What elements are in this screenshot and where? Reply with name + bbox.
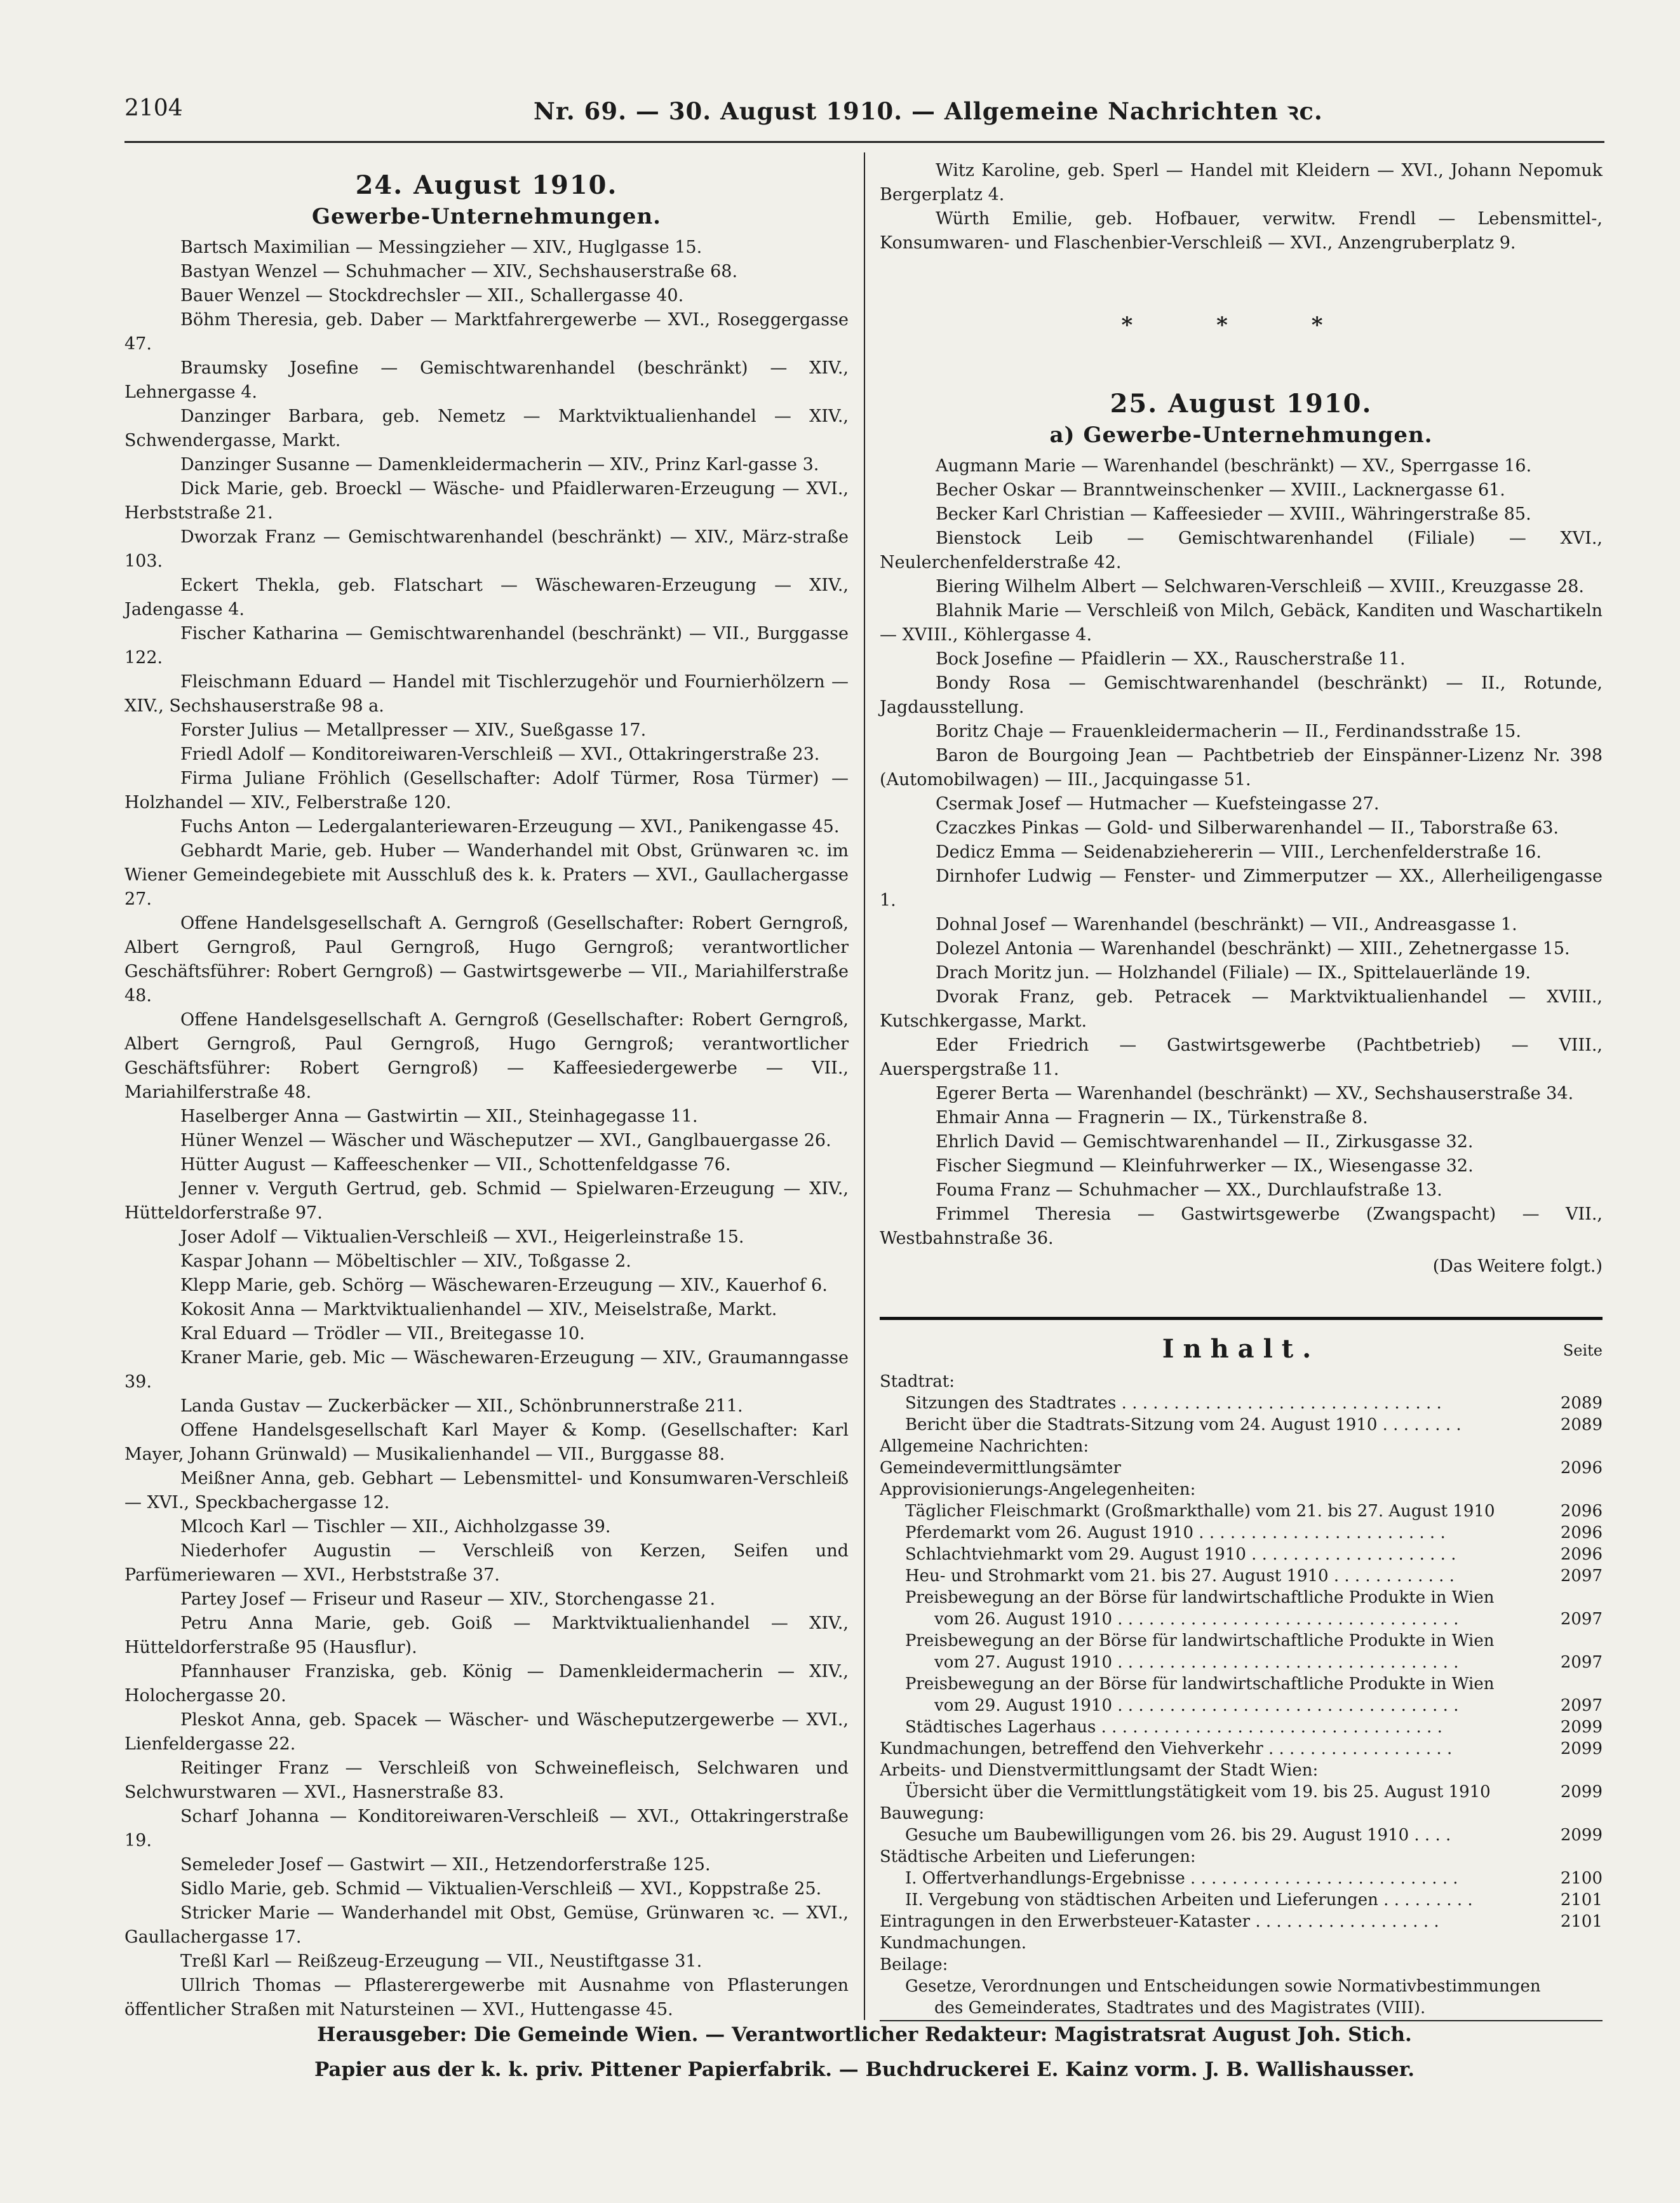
toc-row-label: Arbeits- und Dienstvermittlungsamt der Stadt Wien:: [880, 1761, 1319, 1780]
left-column: [124, 159, 849, 2022]
register-entry: Dohnal Josef — Warenhandel (beschränkt) — VII., Andreasgasse 1.: [936, 915, 1517, 934]
register-entry: Treßl Karl — Reißzeug-Erzeugung — VII., Neustiftgasse 31.: [180, 1951, 702, 1971]
register-entry: Eckert Thekla, geb. Flatschart — Wäschewaren-Erzeugung — XIV., Jadengasse 4.: [124, 576, 849, 619]
toc-row-page: 2089: [1560, 1415, 1603, 1434]
register-entry: Baron de Bourgoing Jean — Pachtbetrieb der Einspänner-Lizenz Nr. 398 (Automobilwagen) — III., Jacquingasse 51.: [880, 746, 1603, 790]
toc-row-label: Städtisches Lagerhaus . . . . . . . . . . . . . . . . . . . . . . . . . . . . . . . . .: [905, 1718, 1442, 1737]
toc-row: [880, 1846, 1603, 1868]
register-entry: Bauer Wenzel — Stockdrechsler — XII., Schallergasse 40.: [180, 286, 684, 306]
toc-row: [880, 1479, 1603, 1500]
register-entry: Forster Julius — Metallpresser — XIV., Sueßgasse 17.: [180, 720, 647, 740]
register-entry: Dolezel Antonia — Warenhandel (beschränkt) — XIII., Zehetnergasse 15.: [936, 939, 1570, 959]
register-entry: Dick Marie, geb. Broeckl — Wäsche- und Pfaidlerwaren-Erzeugung — XVI., Herbststraße 21.: [124, 479, 849, 523]
register-entry: Offene Handelsgesellschaft A. Gerngroß (Gesellschafter: Robert Gerngroß, Albert Gerngroß, Paul Gerngroß, Hugo Gerngroß; verantwortlicher Geschäftsführer: Robert Gerngroß) — Kaffeesiedergewerbe — VII., Mariahilferstraße 48.: [124, 1010, 849, 1102]
toc-row-page: 2097: [1560, 1696, 1603, 1715]
right-column: [880, 159, 1603, 2019]
register-entry: Fuchs Anton — Ledergalanteriewaren-Erzeugung — XVI., Panikengasse 45.: [180, 817, 840, 837]
section-separator-stars: * * *: [1121, 313, 1361, 338]
toc-row-page: 2099: [1560, 1782, 1603, 1802]
toc-row-page: 2099: [1560, 1739, 1603, 1758]
toc-row: [880, 1414, 1603, 1436]
register-entry: Becker Karl Christian — Kaffeesieder — XVIII., Währingerstraße 85.: [936, 504, 1531, 524]
column-divider: [864, 152, 865, 2020]
register-entry: Becher Oskar — Branntweinschenker — XVIII., Lacknergasse 61.: [936, 480, 1505, 500]
register-entry: Scharf Johanna — Konditoreiwaren-Verschleiß — XVI., Ottakringerstraße 19.: [124, 1807, 849, 1850]
toc-row-label: Preisbewegung an der Börse für landwirtschaftliche Produkte in Wien: [905, 1588, 1495, 1607]
right-top-entry-list: [880, 159, 1603, 255]
register-entry: Kaspar Johann — Möbeltischler — XIV., Toßgasse 2.: [180, 1251, 631, 1271]
toc-row: [880, 1781, 1603, 1803]
toc-row-page: [1549, 1846, 1603, 1868]
register-entry: Reitinger Franz — Verschleiß von Schweinefleisch, Selchwaren und Selchwurstwaren — XVI., Hasnerstraße 83.: [124, 1758, 849, 1802]
toc-row: [880, 1522, 1603, 1544]
register-entry: Offene Handelsgesellschaft A. Gerngroß (Gesellschafter: Robert Gerngroß, Albert Gerngroß, Paul Gerngroß, Hugo Gerngroß; verantwortlicher Geschäftsführer: Robert Gerngroß) — Gastwirtsgewerbe — VII., Mariahilferstraße 48.: [124, 913, 849, 1006]
register-entry: Ehmair Anna — Fragnerin — IX., Türkenstraße 8.: [936, 1108, 1368, 1128]
toc-row-page: [1549, 1760, 1603, 1781]
register-entry: Pleskot Anna, geb. Spacek — Wäscher- und Wäscheputzergewerbe — XVI., Lienfeldergasse 22.: [124, 1710, 849, 1754]
toc-row: [880, 1630, 1603, 1652]
section-heading-gewerbe-a: a) Gewerbe-Unternehmungen.: [1049, 422, 1433, 448]
page-number: 2104: [124, 95, 183, 121]
toc-row: [880, 1457, 1603, 1479]
register-entry: Csermak Josef — Hutmacher — Kuefsteingasse 27.: [936, 794, 1380, 814]
toc-row: [880, 1565, 1603, 1587]
register-entry: Blahnik Marie — Verschleiß von Milch, Gebäck, Kanditen und Waschartikeln — XVIII., Köhlergasse 4.: [880, 601, 1603, 645]
toc-row-label: Übersicht über die Vermittlungstätigkeit vom 19. bis 25. August 1910: [905, 1782, 1491, 1802]
toc-row: [880, 1868, 1603, 1889]
toc-row-label: Eintragungen in den Erwerbsteuer-Kataster . . . . . . . . . . . . . . . . . .: [880, 1912, 1439, 1931]
continued-note: (Das Weitere folgt.): [1432, 1256, 1603, 1276]
toc-row: [880, 1889, 1603, 1911]
toc-row-page: [1549, 1932, 1603, 1954]
register-entry: Joser Adolf — Viktualien-Verschleiß — XVI., Heigerleinstraße 15.: [180, 1227, 744, 1247]
toc-row-page: [1549, 1954, 1603, 1976]
register-entry: Ehrlich David — Gemischtwarenhandel — II., Zirkusgasse 32.: [936, 1132, 1474, 1152]
register-entry: Sidlo Marie, geb. Schmid — Viktualien-Verschleiß — XVI., Koppstraße 25.: [180, 1879, 822, 1899]
toc-row-page: 2100: [1560, 1869, 1603, 1888]
toc-row-label: Gemeindevermittlungsämter: [880, 1459, 1121, 1478]
register-entry: Bienstock Leib — Gemischtwarenhandel (Filiale) — XVI., Neulerchenfelderstraße 42.: [880, 529, 1603, 572]
toc-row-page: 2101: [1560, 1912, 1603, 1931]
toc-row: [880, 1997, 1603, 2019]
toc-row-page: 2097: [1560, 1653, 1603, 1672]
toc-row: [880, 1803, 1603, 1824]
register-entry: Biering Wilhelm Albert — Selchwaren-Verschleiß — XVIII., Kreuzgasse 28.: [936, 577, 1585, 596]
register-entry: Hüner Wenzel — Wäscher und Wäscheputzer — XVI., Ganglbauergasse 26.: [180, 1131, 831, 1150]
left-entry-list: [124, 236, 849, 2022]
register-entry: Witz Karoline, geb. Sperl — Handel mit Kleidern — XVI., Johann Nepomuk Bergerplatz 4.: [880, 161, 1603, 205]
register-entry: Eder Friedrich — Gastwirtsgewerbe (Pachtbetrieb) — VIII., Auerspergstraße 11.: [880, 1035, 1603, 1079]
register-entry: Danzinger Susanne — Damenkleidermacherin — XIV., Prinz Karl-gasse 3.: [180, 455, 819, 475]
register-entry: Bock Josefine — Pfaidlerin — XX., Rauscherstraße 11.: [936, 649, 1406, 669]
toc-row-page: [1549, 1673, 1603, 1695]
register-entry: Boritz Chaje — Frauenkleidermacherin — II., Ferdinandsstraße 15.: [936, 722, 1521, 741]
toc-row-page: [1549, 1630, 1603, 1652]
toc-row-label: Stadtrat:: [880, 1372, 955, 1391]
register-entry: Fleischmann Eduard — Handel mit Tischlerzugehör und Fournierhölzern — XIV., Sechshauserstraße 98 a.: [124, 672, 849, 716]
toc-row: [880, 1976, 1603, 1997]
register-entry: Drach Moritz jun. — Holzhandel (Filiale) — IX., Spittelauerlände 19.: [936, 963, 1531, 983]
register-entry: Offene Handelsgesellschaft Karl Mayer & Komp. (Gesellschafter: Karl Mayer, Johann Grünwald) — Musikalienhandel — VII., Burggasse 88.: [124, 1420, 849, 1464]
imprint-publisher: Herausgeber: Die Gemeinde Wien. — Verantwortlicher Redakteur: Magistratsrat August Joh. Stich.: [317, 2023, 1412, 2046]
toc-row: [880, 1911, 1603, 1932]
register-entry: Hütter August — Kaffeeschenker — VII., Schottenfeldgasse 76.: [180, 1155, 731, 1175]
header-rule: [124, 141, 1604, 143]
toc-row-page: [1549, 1803, 1603, 1824]
register-entry: Landa Gustav — Zuckerbäcker — XII., Schönbrunnerstraße 211.: [180, 1396, 743, 1416]
toc-row-label: Beilage:: [880, 1955, 948, 1974]
toc-row-label: Heu- und Strohmarkt vom 21. bis 27. August 1910 . . . . . . . . . . . .: [905, 1566, 1455, 1586]
toc-row-label: Kundmachungen.: [880, 1934, 1026, 1953]
register-entry: Dvorak Franz, geb. Petracek — Marktviktualienhandel — XVIII., Kutschkergasse, Markt.: [880, 987, 1603, 1031]
register-entry: Fischer Siegmund — Kleinfuhrwerker — IX., Wiesengasse 32.: [936, 1156, 1474, 1176]
register-entry: Dirnhofer Ludwig — Fenster- und Zimmerputzer — XX., Allerheiligengasse 1.: [880, 866, 1603, 910]
toc-row-label: Sitzungen des Stadtrates . . . . . . . . . . . . . . . . . . . . . . . . . . . . . . .: [905, 1394, 1442, 1413]
toc-row-page: [1549, 1976, 1603, 1997]
toc-row-page: [1549, 1587, 1603, 1608]
toc-row-page: [1549, 1371, 1603, 1392]
toc-row: [880, 1544, 1603, 1565]
register-entry: Pfannhauser Franziska, geb. König — Damenkleidermacherin — XIV., Holochergasse 20.: [124, 1662, 849, 1706]
toc-row: [880, 1695, 1603, 1716]
register-entry: Fischer Katharina — Gemischtwarenhandel (beschränkt) — VII., Burggasse 122.: [124, 624, 849, 668]
toc-row-label: Preisbewegung an der Börse für landwirtschaftliche Produkte in Wien: [905, 1631, 1495, 1650]
register-entry: Mlcoch Karl — Tischler — XII., Aichholzgasse 39.: [180, 1517, 611, 1537]
register-entry: Petru Anna Marie, geb. Goiß — Marktviktualienhandel — XIV., Hütteldorferstraße 95 (Hausflur).: [124, 1614, 849, 1657]
register-entry: Danzinger Barbara, geb. Nemetz — Marktviktualienhandel — XIV., Schwendergasse, Markt.: [124, 407, 849, 450]
register-entry: Firma Juliane Fröhlich (Gesellschafter: Adolf Türmer, Rosa Türmer) — Holzhandel — XIV., Felberstraße 120.: [124, 769, 849, 812]
toc-separator: [880, 1317, 1603, 1320]
register-entry: Fouma Franz — Schuhmacher — XX., Durchlaufstraße 13.: [936, 1180, 1442, 1200]
toc-row-label: II. Vergebung von städtischen Arbeiten und Lieferungen . . . . . . . . .: [905, 1890, 1473, 1910]
toc-row: [880, 1371, 1603, 1392]
toc-row-page: 2097: [1560, 1566, 1603, 1586]
toc-row-label: Gesuche um Baubewilligungen vom 26. bis 29. August 1910 . . . .: [905, 1826, 1451, 1845]
toc-row: [880, 1673, 1603, 1695]
toc-row-label: des Gemeinderates, Stadtrates und des Magistrates (VIII).: [934, 1998, 1426, 2018]
toc-row-label: Bauwegung:: [880, 1804, 984, 1823]
toc-row: [880, 1436, 1603, 1457]
toc-list: [880, 1371, 1603, 2019]
toc-row-label: Schlachtviehmarkt vom 29. August 1910 . . . . . . . . . . . . . . . . . . . .: [905, 1545, 1456, 1564]
toc-row: [880, 1608, 1603, 1630]
toc-row-page: 2097: [1560, 1610, 1603, 1629]
register-entry: Ullrich Thomas — Pflasterergewerbe mit Ausnahme von Pflasterungen öffentlicher Straßen mit Natursteinen — XVI., Huttengasse 45.: [124, 1976, 849, 2019]
toc-row: [880, 1932, 1603, 1954]
register-entry: Bondy Rosa — Gemischtwarenhandel (beschränkt) — II., Rotunde, Jagdausstellung.: [880, 673, 1603, 717]
toc-row-label: I. Offertverhandlungs-Ergebnisse . . . . . . . . . . . . . . . . . . . . . . . . . .: [905, 1869, 1458, 1888]
running-title: Nr. 69. — 30. August 1910. — Allgemeine Nachrichten ꝛc.: [534, 97, 1323, 125]
footer-rule: [880, 2020, 1603, 2021]
register-entry: Partey Josef — Friseur und Raseur — XIV., Storchengasse 21.: [180, 1589, 716, 1609]
toc-row-page: 2096: [1560, 1545, 1603, 1564]
register-entry: Semeleder Josef — Gastwirt — XII., Hetzendorferstraße 125.: [180, 1855, 711, 1875]
toc-row-label: Pferdemarkt vom 26. August 1910 . . . . . . . . . . . . . . . . . . . . . . . .: [905, 1523, 1446, 1542]
register-entry: Klepp Marie, geb. Schörg — Wäschewaren-Erzeugung — XIV., Kauerhof 6.: [180, 1276, 828, 1295]
toc-row-label: Approvisionierungs-Angelegenheiten:: [880, 1480, 1196, 1499]
toc-row-label: Gesetze, Verordnungen und Entscheidungen sowie Normativbestimmungen: [905, 1977, 1541, 1996]
register-entry: Meißner Anna, geb. Gebhart — Lebensmittel- und Konsumwaren-Verschleiß — XVI., Speckbachergasse 12.: [124, 1469, 849, 1512]
toc-row-label: vom 27. August 1910 . . . . . . . . . . . . . . . . . . . . . . . . . . . . . . . . .: [934, 1653, 1459, 1672]
toc-row: [880, 1500, 1603, 1522]
register-entry: Friedl Adolf — Konditoreiwaren-Verschleiß — XVI., Ottakringerstraße 23.: [180, 744, 820, 764]
register-entry: Bartsch Maximilian — Messingzieher — XIV., Huglgasse 15.: [180, 238, 702, 257]
right-entry-list: [880, 454, 1603, 1251]
register-entry: Dworzak Franz — Gemischtwarenhandel (beschränkt) — XIV., März-straße 103.: [124, 527, 849, 571]
register-entry: Jenner v. Verguth Gertrud, geb. Schmid — Spielwaren-Erzeugung — XIV., Hütteldorferstraße 97.: [124, 1179, 849, 1223]
toc-page-label: Seite: [1562, 1342, 1603, 1359]
toc-row-page: 2101: [1560, 1890, 1603, 1910]
toc-row: [880, 1392, 1603, 1414]
register-entry: Bastyan Wenzel — Schuhmacher — XIV., Sechshauserstraße 68.: [180, 262, 738, 281]
toc-header: [880, 1334, 1603, 1371]
register-entry: Czaczkes Pinkas — Gold- und Silberwarenhandel — II., Taborstraße 63.: [936, 818, 1559, 838]
toc-row-page: [1549, 1997, 1603, 2019]
toc-row-page: [1549, 1436, 1603, 1457]
toc-row-page: 2096: [1560, 1459, 1603, 1478]
toc-row-label: vom 29. August 1910 . . . . . . . . . . . . . . . . . . . . . . . . . . . . . . . . .: [934, 1696, 1459, 1715]
section-heading-gewerbe: Gewerbe-Unternehmungen.: [311, 204, 662, 229]
register-entry: Kral Eduard — Trödler — VII., Breitegasse 10.: [180, 1324, 585, 1344]
toc-row: [880, 1738, 1603, 1760]
toc-row: [880, 1760, 1603, 1781]
register-entry: Dedicz Emma — Seidenabziehererin — VIII., Lerchenfelderstraße 16.: [936, 842, 1542, 862]
toc-row-page: 2099: [1560, 1718, 1603, 1737]
toc-row: [880, 1716, 1603, 1738]
date-heading-24-august: 24. August 1910.: [355, 170, 618, 200]
toc-row-label: Allgemeine Nachrichten:: [880, 1437, 1089, 1456]
toc-row-page: 2089: [1560, 1394, 1603, 1413]
imprint-printer: Papier aus der k. k. priv. Pittener Papierfabrik. — Buchdruckerei E. Kainz vorm. J. B. Wallishausser.: [314, 2058, 1415, 2081]
toc-row: [880, 1954, 1603, 1976]
toc-row-label: Städtische Arbeiten und Lieferungen:: [880, 1847, 1196, 1866]
register-entry: Augmann Marie — Warenhandel (beschränkt) — XV., Sperrgasse 16.: [936, 456, 1532, 476]
register-entry: Kraner Marie, geb. Mic — Wäschewaren-Erzeugung — XIV., Graumanngasse 39.: [124, 1348, 849, 1392]
date-heading-25-august: 25. August 1910.: [1110, 389, 1373, 419]
toc-row-page: 2096: [1560, 1523, 1603, 1542]
toc-row-label: Kundmachungen, betreffend den Viehverkehr . . . . . . . . . . . . . . . . . .: [880, 1739, 1453, 1758]
toc-row: [880, 1652, 1603, 1673]
toc-row-label: vom 26. August 1910 . . . . . . . . . . . . . . . . . . . . . . . . . . . . . . . . .: [934, 1610, 1459, 1629]
toc-row-label: Preisbewegung an der Börse für landwirtschaftliche Produkte in Wien: [905, 1674, 1495, 1694]
register-entry: Niederhofer Augustin — Verschleiß von Kerzen, Seifen und Parfümeriewaren — XVI., Herbststraße 37.: [124, 1541, 849, 1585]
register-entry: Egerer Berta — Warenhandel (beschränkt) — XV., Sechshauserstraße 34.: [936, 1084, 1574, 1103]
register-entry: Braumsky Josefine — Gemischtwarenhandel (beschränkt) — XIV., Lehnergasse 4.: [124, 358, 849, 402]
toc-row-page: [1549, 1479, 1603, 1500]
toc-row: [880, 1587, 1603, 1608]
register-entry: Stricker Marie — Wanderhandel mit Obst, Gemüse, Grünwaren ꝛc. — XVI., Gaullachergasse 17.: [124, 1903, 849, 1947]
register-entry: Kokosit Anna — Marktviktualienhandel — XIV., Meiselstraße, Markt.: [180, 1300, 777, 1319]
toc-row-page: 2099: [1560, 1826, 1603, 1845]
register-entry: Haselberger Anna — Gastwirtin — XII., Steinhagegasse 11.: [180, 1107, 698, 1126]
toc-row: [880, 1824, 1603, 1846]
toc-row-page: 2096: [1560, 1502, 1603, 1521]
register-entry: Frimmel Theresia — Gastwirtsgewerbe (Zwangspacht) — VII., Westbahnstraße 36.: [880, 1204, 1603, 1248]
register-entry: Würth Emilie, geb. Hofbauer, verwitw. Frendl — Lebensmittel-, Konsumwaren- und Flaschenbier-Verschleiß — XVI., Anzengruberplatz 9.: [880, 209, 1603, 253]
toc-row-label: Täglicher Fleischmarkt (Großmarkthalle) vom 21. bis 27. August 1910: [905, 1502, 1495, 1521]
register-entry: Böhm Theresia, geb. Daber — Marktfahrergewerbe — XVI., Roseggergasse 47.: [124, 310, 849, 354]
register-entry: Gebhardt Marie, geb. Huber — Wanderhandel mit Obst, Grünwaren ꝛc. im Wiener Gemeindegebiete mit Ausschluß des k. k. Praters — XVI., Gaullachergasse 27.: [124, 841, 849, 909]
toc-title: Inhalt.: [1162, 1334, 1320, 1364]
toc-row-label: Bericht über die Stadtrats-Sitzung vom 24. August 1910 . . . . . . . .: [905, 1415, 1462, 1434]
